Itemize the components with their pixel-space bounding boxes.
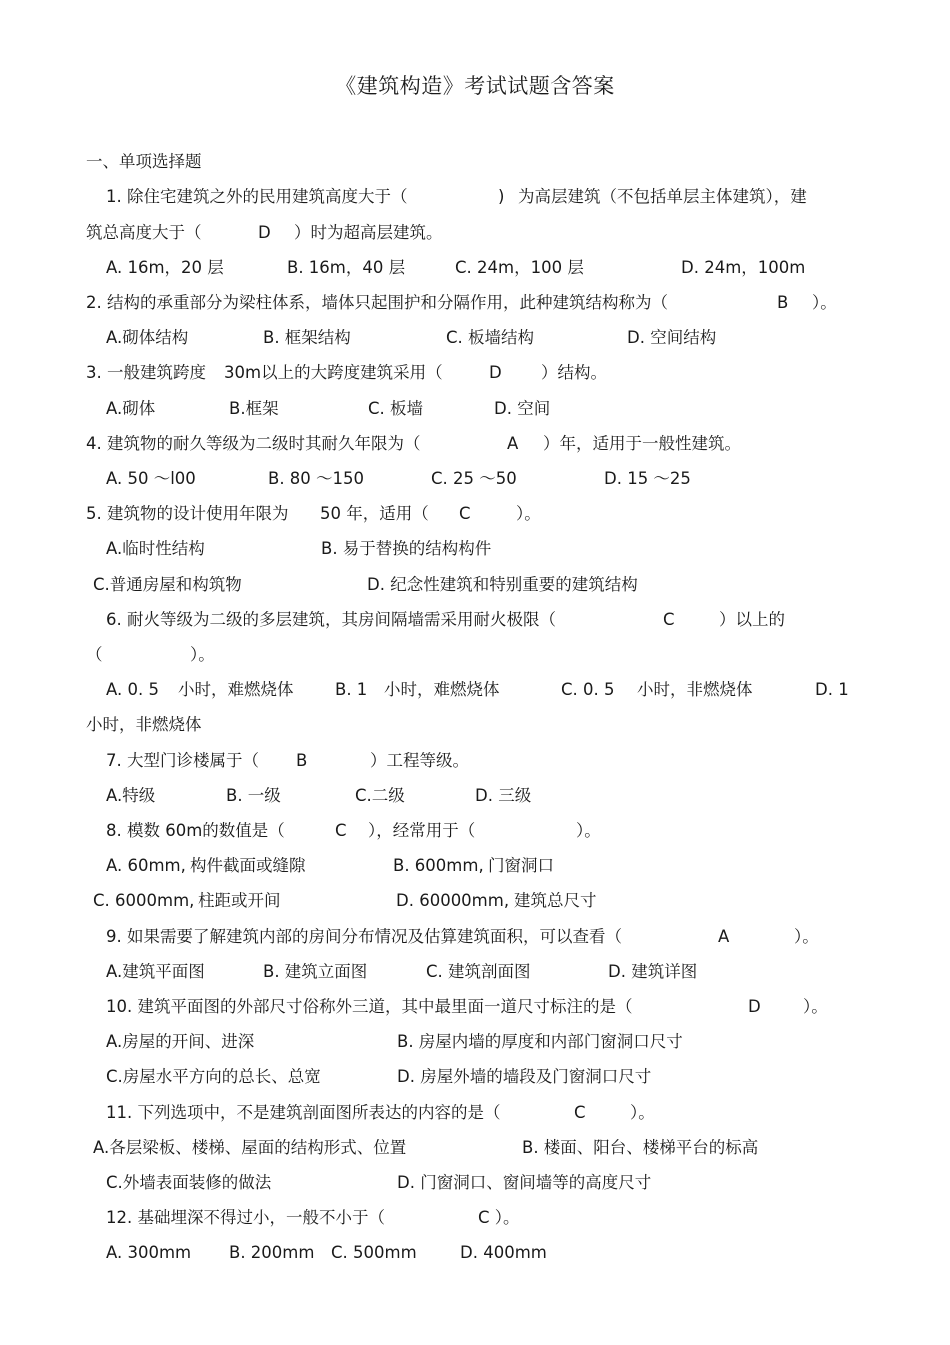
option-c: C. 6000mm, [93, 891, 195, 910]
option-a: A.房屋的开间、进深 [106, 1032, 255, 1051]
option-a: A. 300mm [106, 1243, 192, 1262]
answer: C ）。 [478, 1208, 520, 1227]
option-c: C.外墙表面装修的做法 [106, 1173, 272, 1192]
option-a: A.砌体结构 [106, 328, 189, 347]
option-a: A.特级 [106, 786, 156, 805]
option-d: D. 门窗洞口、窗间墙等的高度尺寸 [397, 1173, 652, 1192]
option-b: B. 楼面、阳台、楼梯平台的标高 [522, 1138, 759, 1157]
option-a: A.临时性结构 [106, 539, 205, 558]
option-c: C. 板墙 [368, 399, 424, 418]
option-d: D. 1 [815, 680, 849, 699]
option-c: C. 25 ～50 [431, 469, 517, 488]
option-d: D. 400mm [460, 1243, 547, 1262]
answer: C [574, 1103, 586, 1122]
option-d: D. 15 ～25 [604, 469, 691, 488]
option-d: D. 60000mm, [396, 891, 510, 910]
option-d: D. 三级 [475, 786, 532, 805]
answer: A [507, 434, 519, 453]
option-a: A.各层梁板、楼梯、屋面的结构形式、位置 [93, 1138, 407, 1157]
option-c: C. 板墙结构 [446, 328, 535, 347]
answer: B [777, 293, 789, 312]
option-a: A. 16m，20 层 [106, 258, 224, 277]
option-b: B. 房屋内墙的厚度和内部门窗洞口尺寸 [397, 1032, 683, 1051]
option-b: B. 一级 [226, 786, 281, 805]
option-c: C. 500mm [331, 1243, 417, 1262]
option-c: C.二级 [355, 786, 405, 805]
answer: D [748, 997, 761, 1016]
option-b: B. 框架结构 [263, 328, 351, 347]
answer: C [335, 821, 347, 840]
page-title: 《建筑构造》考试试题含答案 [335, 74, 615, 98]
option-b: B. 80 ～150 [268, 469, 365, 488]
option-c: C.房屋水平方向的总长、总宽 [106, 1067, 321, 1086]
option-c: C.普通房屋和构筑物 [93, 575, 242, 594]
answer: C [459, 504, 471, 523]
exam-page: 《建筑构造》考试试题含答案 一、单项选择题 1. 除住宅建筑之外的民用建筑高度大于（ ) 为高层建筑（不包括单层主体建筑），建 筑总高度大于（ D ）时为超高层建筑。 A. 16m，20 层 B. 16m，40 层 C. 24m，100 层 D. 24m，100m 2. 结构的承重部分为梁柱体系，墙体只起围护和分隔作用，此种建筑结构称为（ B ）。 A.砌体结构 B. 框架结构 C. 板墙结构 D. 空间结构 3. 一般建筑跨度 30m以上的大跨度建筑采用（ D ）结构。 A.砌体 B.框架 C. 板墙 D. 空间 4. 建筑物的耐久等级为二级时其耐久年限为（ A ）年，适用于一般性建筑。 A. 50 ～l00 B. 80 ～150 C. 25 ～50 D. 15 ～25 5. 建筑物的设计使用年限为 50 年，适用（ C ）。 A.临时性结构 B. 易于替换的结构构件 C.普通房屋和构筑物 D. 纪念性建筑和特别重要的建筑结构 6. 耐火等级为二级的多层建筑，其房间隔墙需采用耐火极限（ C ）以上的 （ ）。 A. 0. 5 小时，难燃烧体 B. 1 小时，难燃烧体 C. 0. 5 小时，非燃烧体 D. 1 小时，非燃烧体 7. 大型门诊楼属于（ B ）工程等级。 A.特级 B. 一级 C.二级 D. 三级 8. 模数 60m的数值是（ C ），经常用于（ ）。 A. 60mm, 构件截面或缝隙 B. 600mm, 门窗洞口 C. 6000mm, 柱距或开间 D. 60000mm, 建筑总尺寸 9. 如果需要了解建筑内部的房间分布情况及估算建筑面积，可以查看（ A ）。 A.建筑平面图 B. 建筑立面图 C. 建筑剖面图 D. 建筑详图 10. 建筑平面图的外部尺寸俗称外三道，其中最里面一道尺寸标注的是（ D ）。 A.房屋的开间、进深 B. 房屋内墙的厚度和内部门窗洞口尺寸 C.房屋水平方向的总长、总宽 D. 房屋外墙的墙段及门窗洞口尺寸 11. 下列选项中，不是建筑剖面图所表达的内容的是（ C ）。 A.各层梁板、楼梯、屋面的结构形式、位置 B. 楼面、阳台、楼梯平台的标高 C.外墙表面装修的做法 D. 门窗洞口、窗间墙等的高度尺寸 12. 基础埋深不得过小，一般不小于（ C ）。 A. 300mm B. 200mm C. 500mm D. 400mm [0, 0, 950, 1345]
option-d: D. 建筑详图 [608, 962, 698, 981]
option-d: D. 纪念性建筑和特别重要的建筑结构 [367, 575, 638, 594]
option-b: B. 200mm [229, 1243, 315, 1262]
option-a: A.砌体 [106, 399, 156, 418]
option-a: A. 0. 5 [106, 680, 159, 699]
option-b: B. 建筑立面图 [263, 962, 368, 981]
option-a: A. 50 ～l00 [106, 469, 196, 488]
option-d: D. 房屋外墙的墙段及门窗洞口尺寸 [397, 1067, 652, 1086]
option-a: A. 60mm, [106, 856, 186, 875]
answer: D [258, 223, 271, 242]
answer: A [718, 927, 730, 946]
answer: D [489, 363, 502, 382]
option-d: D. 空间 [494, 399, 551, 418]
option-b: B. 600mm, [393, 856, 484, 875]
option-c: C. 建筑剖面图 [426, 962, 531, 981]
option-d: D. 空间结构 [627, 328, 717, 347]
option-b: B. 1 [335, 680, 368, 699]
option-b: B. 易于替换的结构构件 [321, 539, 492, 558]
option-c: C. 0. 5 [561, 680, 615, 699]
option-b: B. 16m，40 层 [287, 258, 406, 277]
option-b: B.框架 [229, 399, 279, 418]
option-a: A.建筑平面图 [106, 962, 205, 981]
option-d: D. 24m，100m [681, 258, 806, 277]
answer: C [663, 610, 675, 629]
answer: B [296, 751, 308, 770]
option-c: C. 24m，100 层 [455, 258, 584, 277]
